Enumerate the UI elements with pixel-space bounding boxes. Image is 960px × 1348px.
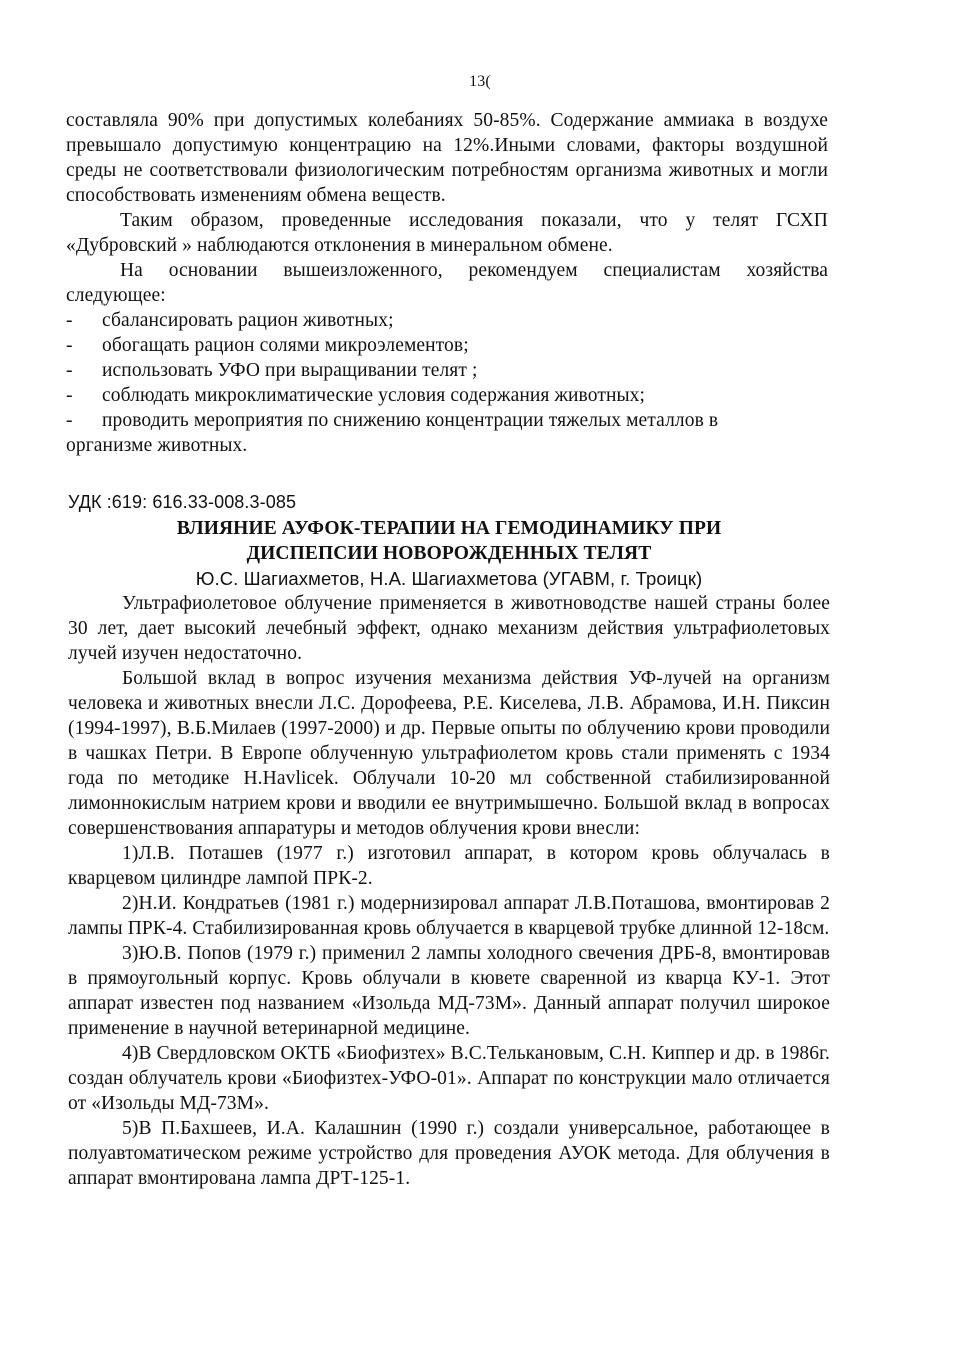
list-item-text: сбалансировать рацион животных;: [102, 310, 394, 331]
list-item-text: использовать УФО при выращивании телят ;: [102, 360, 478, 381]
list-item-text: соблюдать микроклиматические условия содержания животных;: [102, 385, 646, 406]
intro-paragraph-2: Таким образом, проведенные исследования показали, что у телят ГСХП «Дубровский » наблюдаются отклонения в минеральном обмене.: [66, 210, 828, 256]
list-item: [66, 308, 828, 333]
list-item-text: проводить мероприятия по снижению концентрации тяжелых металлов в: [102, 410, 719, 431]
article-paragraph: 4)В Свердловском ОКТБ «Биофизтех» В.С.Тельканoвым, С.Н. Киппер и др. в 1986г. создан облучатель крови «Биофизтех-УФО-01». Аппарат по конструкции мало отличается от «Изольды МД-73М».: [68, 1043, 830, 1114]
list-item: [66, 408, 828, 433]
list-item-text: обогащать рацион солями микроэлементов;: [102, 335, 469, 356]
article-title-line-2: ДИСПЕПСИИ НОВОРОЖДЕННЫХ ТЕЛЯТ: [246, 543, 652, 564]
udk-code: УДК :619: 616.33-008.3-085: [68, 492, 297, 512]
article-paragraph: 3)Ю.В. Попов (1979 г.) применил 2 лампы холодного свечения ДРБ-8, вмонтировав в прямоугольный корпус. Кровь облучали в кювете сваренной из кварца КУ-1. Этот аппарат известен под названием «Изольда МД-73М». Данный аппарат получил широкое применение в научной ветеринарной медицине.: [68, 943, 830, 1039]
page-number: 13(: [469, 73, 491, 90]
list-dash: -: [66, 385, 73, 406]
article-paragraph: 2)Н.И. Кондратьев (1981 г.) модернизировал аппарат Л.В.Поташова, вмонтировав 2 лампы ПРК-4. Стабилизированная кровь облучается в кварцевой трубке длинной 12-18см.: [68, 893, 830, 939]
article-authors: Ю.С. Шагиахметов, Н.А. Шагиахметова (УГАВМ, г. Троицк): [195, 568, 703, 589]
list-dash: -: [66, 310, 73, 331]
list-item: [66, 383, 828, 408]
article-paragraph: Ультрафиолетовое облучение применяется в животноводстве нашей страны более 30 лет, дает высокий лечебный эффект, однако механизм действия ультрафиолетовых лучей изучен недостаточно.: [68, 593, 830, 664]
list-item: [66, 358, 828, 383]
article-title-line-1: ВЛИЯНИЕ АУФОК-ТЕРАПИИ НА ГЕМОДИНАМИКУ ПРИ: [176, 518, 722, 539]
article-title: [68, 516, 830, 566]
intro-section: [66, 108, 828, 458]
list-continuation: организме животных.: [66, 435, 248, 456]
recommendation-list: [66, 308, 828, 433]
article-paragraph: 5)В П.Бахшеев, И.А. Калашнин (1990 г.) создали универсальное, работающее в полуавтоматическом режиме устройство для проведения АУОК метода. Для облучения в аппарат вмонтирована лампа ДРТ-125-1.: [68, 1118, 830, 1189]
list-dash: -: [66, 360, 73, 381]
list-dash: -: [66, 410, 73, 431]
article-paragraph: Большой вклад в вопрос изучения механизма действия УФ-лучей на организм человека и животных внесли Л.С. Дорофеева, Р.Е. Киселева, Л.В. Абрамова, И.Н. Пиксин (1994-1997), В.Б.Милаев (1997-2000) и др. Первые опыты по облучению крови проводили в чашках Петри. В Европе облученную ультрафиолетом кровь стали применять с 1934 года по методике H.Havlicek. Облучали 10-20 мл собственной стабилизированной лимоннокислым натрием крови и вводили ее внутримышечно. Большой вклад в вопросах совершенствования аппаратуры и методов облучения крови внесли:: [68, 668, 830, 839]
intro-paragraph-3: На основании вышеизложенного, рекомендуем специалистам хозяйства следующее:: [66, 260, 828, 306]
list-item: [66, 333, 828, 358]
article-section: [68, 490, 830, 1191]
list-dash: -: [66, 335, 73, 356]
article-paragraph: 1)Л.В. Поташев (1977 г.) изготовил аппарат, в котором кровь облучалась в кварцевом цилиндре лампой ПРК-2.: [68, 843, 830, 889]
intro-paragraph-1: составляла 90% при допустимых колебаниях 50-85%. Содержание аммиака в воздухе превышало допустимую концентрацию на 12%.Иными словами, факторы воздушной среды не соответствовали физиологическим потребностям организма животных и могли способствовать изменениям обмена веществ.: [66, 110, 828, 206]
